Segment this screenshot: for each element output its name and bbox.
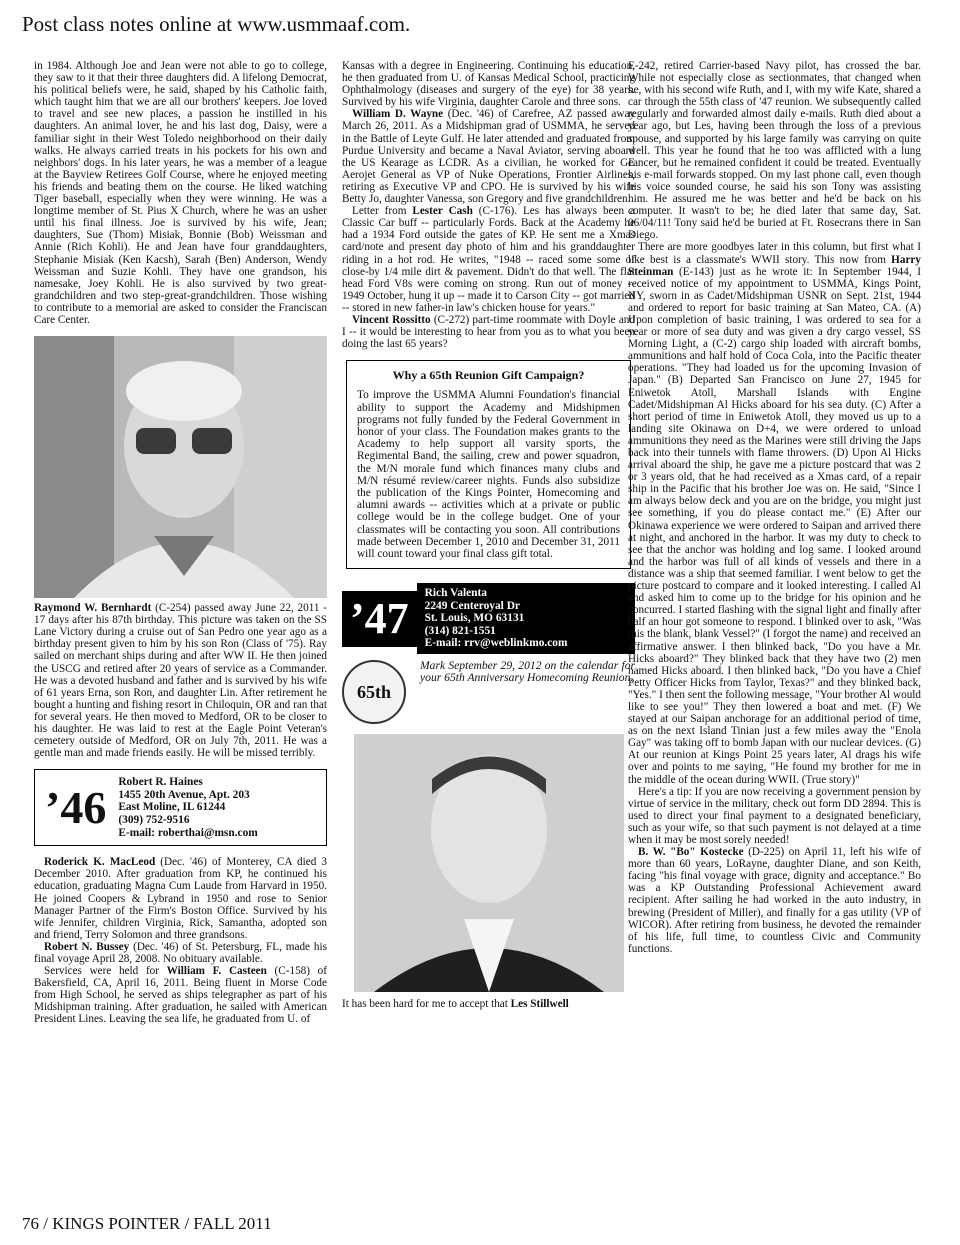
bussey-name: Robert N. Bussey bbox=[44, 940, 130, 953]
campaign-title: Why a 65th Reunion Gift Campaign? bbox=[392, 368, 585, 383]
caption-name: Raymond W. Bernhardt bbox=[34, 602, 152, 615]
stillwell-continued: E-242, retired Carrier-based Navy pilot, has crossed the bar. While not especially close as sectionmates, that changed when he, with his second wife Ruth, and I, with my wife Kate, shared a car through the 55th class of '47 reunion. We subsequently called regularly and forwarded almost daily e-mails. Ruth died about a year ago, but Les, having been through the loss of a previous spouse, and supported by his large family was carrying on quite well. This year he found that he too was afflicted with a lung cancer, but he remained confident it could be treated. Eventually his e-mail forwards stopped. On my last phone call, even though his voice sounded course, he said his son Tony was assisting him. He assured me he was better and he'd be back on his computer. It wasn't to be; he died later that same day, Sat. 06/04/11! Tony said he'd be buried at Ft. Rosecrans there in San Diego. bbox=[628, 60, 921, 242]
campaign-body: To improve the USMMA Alumni Foundation's financial ability to support the Academy and Midshipmen programs not fully funded by the Federal Government in honor of your class. The Foundation makes grants to the Academy to help support all varsity sports, the Regimental Band, the sailing, crew and power squadron, the M/N morale fund which finances many clubs and M/N résumé review/career nights. Funds also subsidize the publication of the Kings Pointer, Homecoming and alumni awards -- activities which at a private or public college would be in the college budget. One of your classmates will be contacting you soon. All contributions made between December 1, 2010 and December 31, 2011 will count toward your final class gift total. bbox=[357, 389, 620, 561]
steinman-text: (E-143) just as he wrote it: In September 1944, I received notice of my appointment to USMMA, Kings Point, NY, sworn in as Cadet/Midshipman USNR on Sept. 21st, 1944 and ordered to report for basic training at San Mateo, CA. (A) Upon completion of basic training, I was ordered to sea for a year or more of sea duty and was given a dry cargo vessel, SS Morning Light, a (C-2) cargo ship loaded with aircraft bombs, ammunitions and half hold of Coca Cola, into the Pacific theater operations. "They had loaded us for the upcoming Invasion of Japan." (B) Departed San Francisco on June 27, 1945 for Eniwetok Atoll, Marshall Islands with Engine Cadet/Midshipman Al Hicks aboard for his sea duty. (C) After a short period of time in Eniwetok Atoll, they moved us up to a landing site Okinawa on D+4, we were ordered to unload ammunitions they need as the Marines were still driving the Japs back into their tunnels with flame throwers. (D) Upon Al Hicks arrival aboard the ship, he gave me a picture postcard that was 2 or 3 years old, that he had received as a Xmas card, of a repair ship in the Pacific that his brother Joe was on. He said, "Since I am always below deck and you are on the bridge, you might just see something, if you do please contact me." (E) After our Okinawa experience we were ordered to Saipan and arrived there at night, and anchored in the harbor. It was my duty to check to see that the anchor was holding and log same. I looked around and the harbor was full of all kinds of vessels and there in a distance was a ship that seemed familiar. I went below to get the picture postcard to compare and it looked interesting. I called Al and asked him to come up to the bridge for his opinion and he concurred. I started flashing with the signal light and finally after half an hour got someone to respond. I blinked over to ask, "Was this the blank, blank Vessel?" (I forgot the name) and received an affirmative answer. I then blinked back, "Do you have a Mr. Hicks aboard?" They blinked back that they have two (2) men named Hicks aboard. I then blinked back, "Do you have a Chief Petty Officer Hicks from Taylor, Texas?" and they blinked back, "Yes." I then sent the following message, "Your brother Al would like to see you!" They then lowered a boat and met. (F) We stayed at our Saipan anchorage for an additional period of time, as on the next Island Tinian just a few miles away the "Enola Gay" was taking off to bomb Japan with our nuclear devices. (G) At our reunion at Kings Point 25 years later, Al drags his wife over and points to me saying, "He found my brother for me in the middle of the ocean during WWII. (True story)" bbox=[628, 265, 921, 786]
rossitto-paragraph bbox=[342, 314, 635, 350]
bussey-paragraph bbox=[34, 941, 327, 965]
column-2 bbox=[342, 60, 635, 1010]
column-1 bbox=[34, 60, 327, 1026]
cash-lead: Letter from bbox=[352, 205, 413, 218]
wayne-text: (Dec. '46) of Carefree, AZ passed away March 26, 2011. As a Midshipman grad of USMMA, he served in the Battle of Leyte Gulf. He later attended and graduated from Purdue University and became a Naval Aviator, serving aboard the US Kearage as LCDR. As a civilian, he worked for GE Aerojet General as VP of Nuke Operations, Frontier Airlines, retiring as Executive VP and CPO. He is survived by his wife Betty Jo, daughter Vanessa, son Gregory and five grandchildren. bbox=[342, 108, 635, 206]
class-47-contact bbox=[417, 583, 635, 654]
cash-text: (C-176). Les has always been a Classic Car buff -- particularly Fords. Back at the Academy he had a 1934 Ford outside the gates of KP. He sent me a Xmas card/note and present day photo of him and his granddaughter riding in a hot rod. He writes, "1948 -- raced some some of close-by 1/4 mile dirt & pavement. Didn't do that well. The flat head Ford V8s were coming on strong. Run out of money -- 1949 October, hung it up -- made it to Carson City -- got married -- stored in new father-in law's chicken house for years." bbox=[342, 205, 636, 314]
reunion-note-text: Mark September 29, 2012 on the calendar for your 65th Anniversary Homecoming Reunion. bbox=[420, 658, 635, 685]
casteen-name: William F. Casteen bbox=[166, 965, 267, 978]
class-47-address-2: St. Louis, MO 63131 bbox=[424, 612, 525, 625]
class-46-name: Robert R. Haines bbox=[118, 776, 203, 789]
macleod-name: Roderick K. MacLeod bbox=[44, 856, 156, 869]
photo-caption bbox=[34, 602, 327, 759]
stillwell-name: Les Stillwell bbox=[510, 997, 569, 1010]
macleod-text: (Dec. '46) of Monterey, CA died 3 December 2010. After graduation from KP, he continued his education, graduating Magna Cum Laude from Harvard in 1950. He joined Coopers & Lybrand in 1950 and rose to Senior Manager Partner of the Firm's Boston Office. Survived by his wife Jennifer, children Virginia, Rick, Samantha, adopted son and friend, Terry Solomon and three grandsons. bbox=[34, 856, 328, 941]
class-46-email: E-mail: roberthai@msn.com bbox=[118, 826, 258, 839]
wayne-name: William D. Wayne bbox=[352, 108, 444, 121]
reunion-note bbox=[342, 660, 635, 724]
steinman-paragraph bbox=[628, 241, 921, 785]
class-46-box bbox=[34, 769, 327, 846]
cash-paragraph bbox=[342, 205, 635, 314]
page-footer: 76 / KINGS POINTER / FALL 2011 bbox=[22, 1214, 272, 1233]
class-46-contact bbox=[118, 776, 257, 839]
site-banner: Post class notes online at www.usmmaaf.com. bbox=[22, 12, 411, 36]
class-46-year: ’46 bbox=[45, 781, 107, 833]
tip-paragraph: Here's a tip: If you are now receiving a government pension by virtue of service in the military, check out form DD 2894. This is used to direct your final payment to a designated beneficiary, such as your wife, so that such payment is not delayed at a time when it may be most sorely needed! bbox=[628, 785, 921, 846]
bernhardt-photo bbox=[34, 336, 327, 598]
cash-name: Lester Cash bbox=[412, 205, 473, 218]
class-47-address-1: 2249 Centeroyal Dr bbox=[424, 599, 520, 612]
stillwell-intro: It has been hard for me to accept that bbox=[342, 997, 511, 1010]
casteen-paragraph bbox=[34, 965, 327, 1025]
wayne-paragraph bbox=[342, 108, 635, 205]
portrait-illustration bbox=[34, 336, 327, 598]
rossitto-text: (C-272) part-time roommate with Doyle and I -- it would be interesting to hear from you as to what you been doing the last 65 years? bbox=[342, 313, 635, 351]
midshipman-portrait bbox=[354, 734, 624, 992]
macleod-paragraph bbox=[34, 856, 327, 941]
reunion-campaign-box bbox=[346, 360, 631, 569]
class-46-address-2: East Moline, IL 61244 bbox=[118, 801, 226, 814]
casteen-lead: Services were held for bbox=[44, 965, 167, 978]
class-47-year: ’47 bbox=[342, 591, 417, 647]
class-47-email: E-mail: rrv@weblinkmo.com bbox=[424, 637, 568, 650]
class-47-phone: (314) 821-1551 bbox=[424, 624, 496, 637]
stillwell-lead bbox=[342, 998, 635, 1010]
class-47-box bbox=[342, 583, 635, 654]
class-46-address-1: 1455 20th Avenue, Apt. 203 bbox=[118, 788, 250, 801]
column-3 bbox=[628, 60, 921, 955]
steinman-name: Harry Steinman bbox=[628, 253, 921, 278]
rossitto-name: Vincent Rossitto bbox=[352, 313, 431, 326]
casteen-continued: Kansas with a degree in Engineering. Continuing his education, he then graduated from U. of Kansas Medical School, practicing Ophthalmology (diseases and surgery of the eye) for 38 years. Survived by his wife Virginia, daughter Carole and three sons. bbox=[342, 60, 635, 109]
obituary-continued: in 1984. Although Joe and Jean were not able to go to college, they saw to it that their three daughters did. A lifelong Democrat, his political beliefs were, he said, shaped by his Catholic faith, which taught him that we are all our brothers' keepers. Joe loved to travel and see new places, a passion he instilled in his daughters. An animal lover, he and his last dog, Daisy, were a familiar sight in their West Toledo neighborhood on their daily walks. He always carried treats in his pockets for his own and neighbors' dogs. In his later years, he was a member of a league at the Bayview Retirees Golf Course, where he enjoyed meeting his friends and beating them on the course. He liked watching Tiger baseball, especially when they were winning. He was a longtime member of St. Pius X Church, where he was an usher until his final illness. Joe is survived by his wife, Jean; daughters, Sue (Thom) Misiak, Bonnie (Bob) Weissman and Annie (Rich Kohli). He and Jean have four granddaughters, Stephanie Misiak (Ken Kacsh), Sarah (Ben) Anderson, Wendy Weissman and Suzie Kohli. They have one grandson, his namesake, Joey Kohli. He is also survived by two great-grandchildren and two step-great-grandchildren. Those wishing to contribute to a memorial are asked to consider the Franciscan Care Center. bbox=[34, 60, 327, 326]
caption-text: (C-254) passed away June 22, 2011 - 17 days after his 87th birthday. This picture was taken on the SS Lane Victory during a cruise out of San Pedro one year ago as a birthday present given to him by his son Ron (Class of '75). Ray sailed on merchant ships during and after WW II. He then joined the USCG and retired after 20 years of service as a Commander. He was a devoted husband and father and is survived by his wife of 61 years Erna, son Ron, and daughter Lin. After retirement he bought a hunting and fishing resort in Chiloquin, OR and ran that for several years. He then moved to Medford, OR to be closer to his daughter. He was laid to rest at the Eagle Point Veteran's cemetery outside of Medford, OR on July 7th, 2011. He was a gentle man and made friends easily. He will be missed terribly. bbox=[34, 602, 327, 760]
reunion-seal-icon: 65th bbox=[342, 660, 406, 724]
bussey-text: (Dec. '46) of St. Petersburg, FL, made his final voyage April 28, 2008. No obituary available. bbox=[34, 940, 327, 965]
class-46-phone: (309) 752-9516 bbox=[118, 814, 190, 827]
steinman-lead: There are more goodbyes later in this column, but first what I like best is a classmate's WWII story. This now from bbox=[628, 241, 921, 266]
kostecke-text: (D-225) on April 11, left his wife of more than 60 years, LoRayne, daughter Diane, and son Keith, facing "his final voyage with grace, dignity and acceptance." Bo was a KP Outstanding Professional Achievement award recipient. After sailing he had worked in the auto industry, in brewing (President of Miller), and finally for a gas utility (VP of WICOR). After retiring from business, he devoted the remainder of his life, full time, to countless Civic and Community functions. bbox=[628, 846, 922, 955]
kostecke-paragraph bbox=[628, 846, 921, 955]
casteen-text: (C-158) of Bakersfield, CA, April 16, 2011. Being fluent in Morse Code from High School, he served as ships telegrapher as part of his Midshipman training. After graduation, he sailed with American President Lines. Leaving the sea life, he graduated from U. of bbox=[34, 965, 327, 1026]
stillwell-photo bbox=[354, 734, 624, 992]
kostecke-name: B. W. "Bo" Kostecke bbox=[638, 846, 744, 859]
class-47-name: Rich Valenta bbox=[424, 587, 487, 600]
